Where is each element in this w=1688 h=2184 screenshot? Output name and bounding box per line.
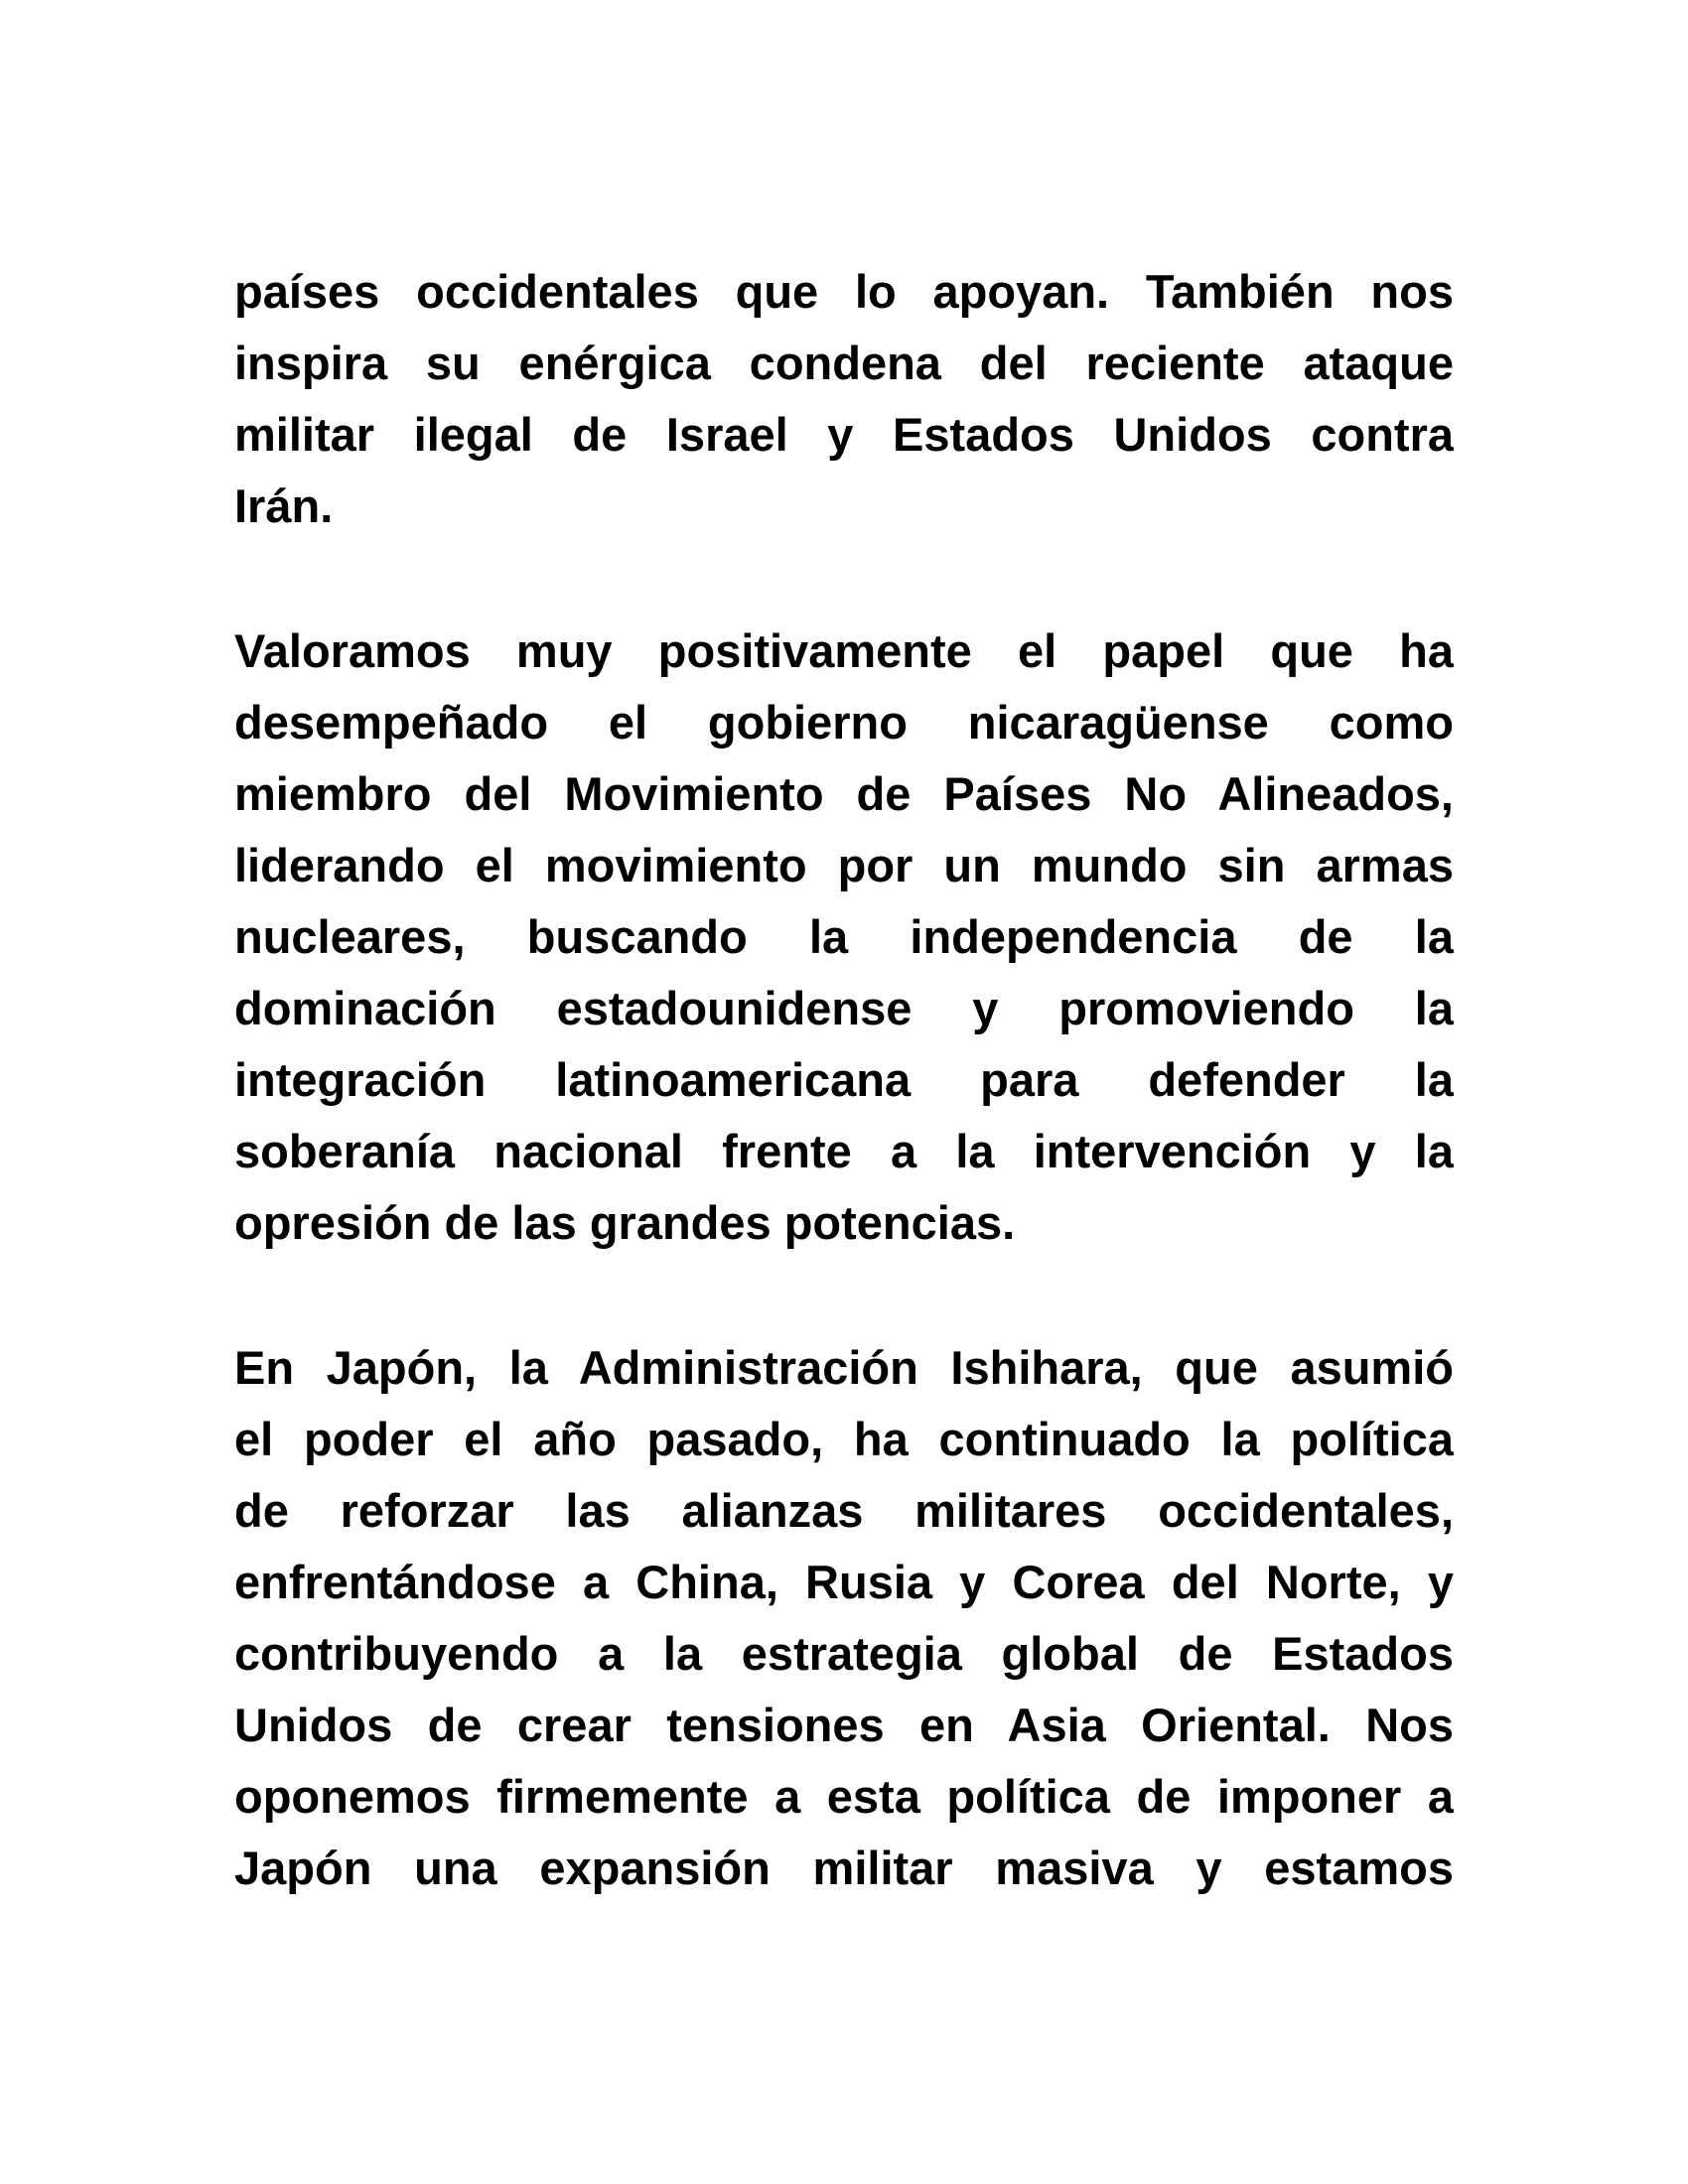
text-line: integración latinoamericana para defender la: [234, 1053, 1454, 1106]
text-line: países occidentales que lo apoyan. También nos: [234, 265, 1454, 318]
text-line: contribuyendo a la estrategia global de Estados: [234, 1627, 1454, 1680]
text-line: desempeñado el gobierno nicaragüense como: [234, 696, 1454, 749]
text-line: liderando el movimiento por un mundo sin armas: [234, 839, 1454, 891]
text-line: enfrentándose a China, Rusia y Corea del Norte, y: [234, 1556, 1454, 1608]
paragraph: [234, 615, 1454, 1259]
document-text: [234, 256, 1454, 1978]
text-line: soberanía nacional frente a la intervención y la: [234, 1125, 1454, 1177]
text-line: opresión de las grandes potencias.: [234, 1196, 1016, 1249]
text-line: dominación estadounidense y promoviendo la: [234, 982, 1454, 1034]
paragraph: [234, 256, 1454, 542]
text-line: inspira su enérgica condena del reciente ataque: [234, 337, 1454, 389]
text-line: Valoramos muy positivamente el papel que ha: [234, 624, 1454, 677]
text-line: el poder el año pasado, ha continuado la política: [234, 1413, 1454, 1465]
text-line: nucleares, buscando la independencia de la: [234, 910, 1454, 963]
text-line: Irán.: [234, 479, 334, 532]
text-line: militar ilegal de Israel y Estados Unidos contra: [234, 408, 1454, 461]
text-line: miembro del Movimiento de Países No Alineados,: [234, 767, 1454, 820]
text-line: de reforzar las alianzas militares occidentales,: [234, 1484, 1454, 1537]
text-line: En Japón, la Administración Ishihara, que asumió: [234, 1341, 1454, 1394]
text-line: Japón una expansión militar masiva y estamos: [234, 1842, 1454, 1894]
text-line: oponemos firmemente a esta política de imponer a: [234, 1770, 1454, 1823]
paragraph: [234, 1332, 1454, 1904]
text-line: Unidos de crear tensiones en Asia Oriental. Nos: [234, 1699, 1454, 1751]
